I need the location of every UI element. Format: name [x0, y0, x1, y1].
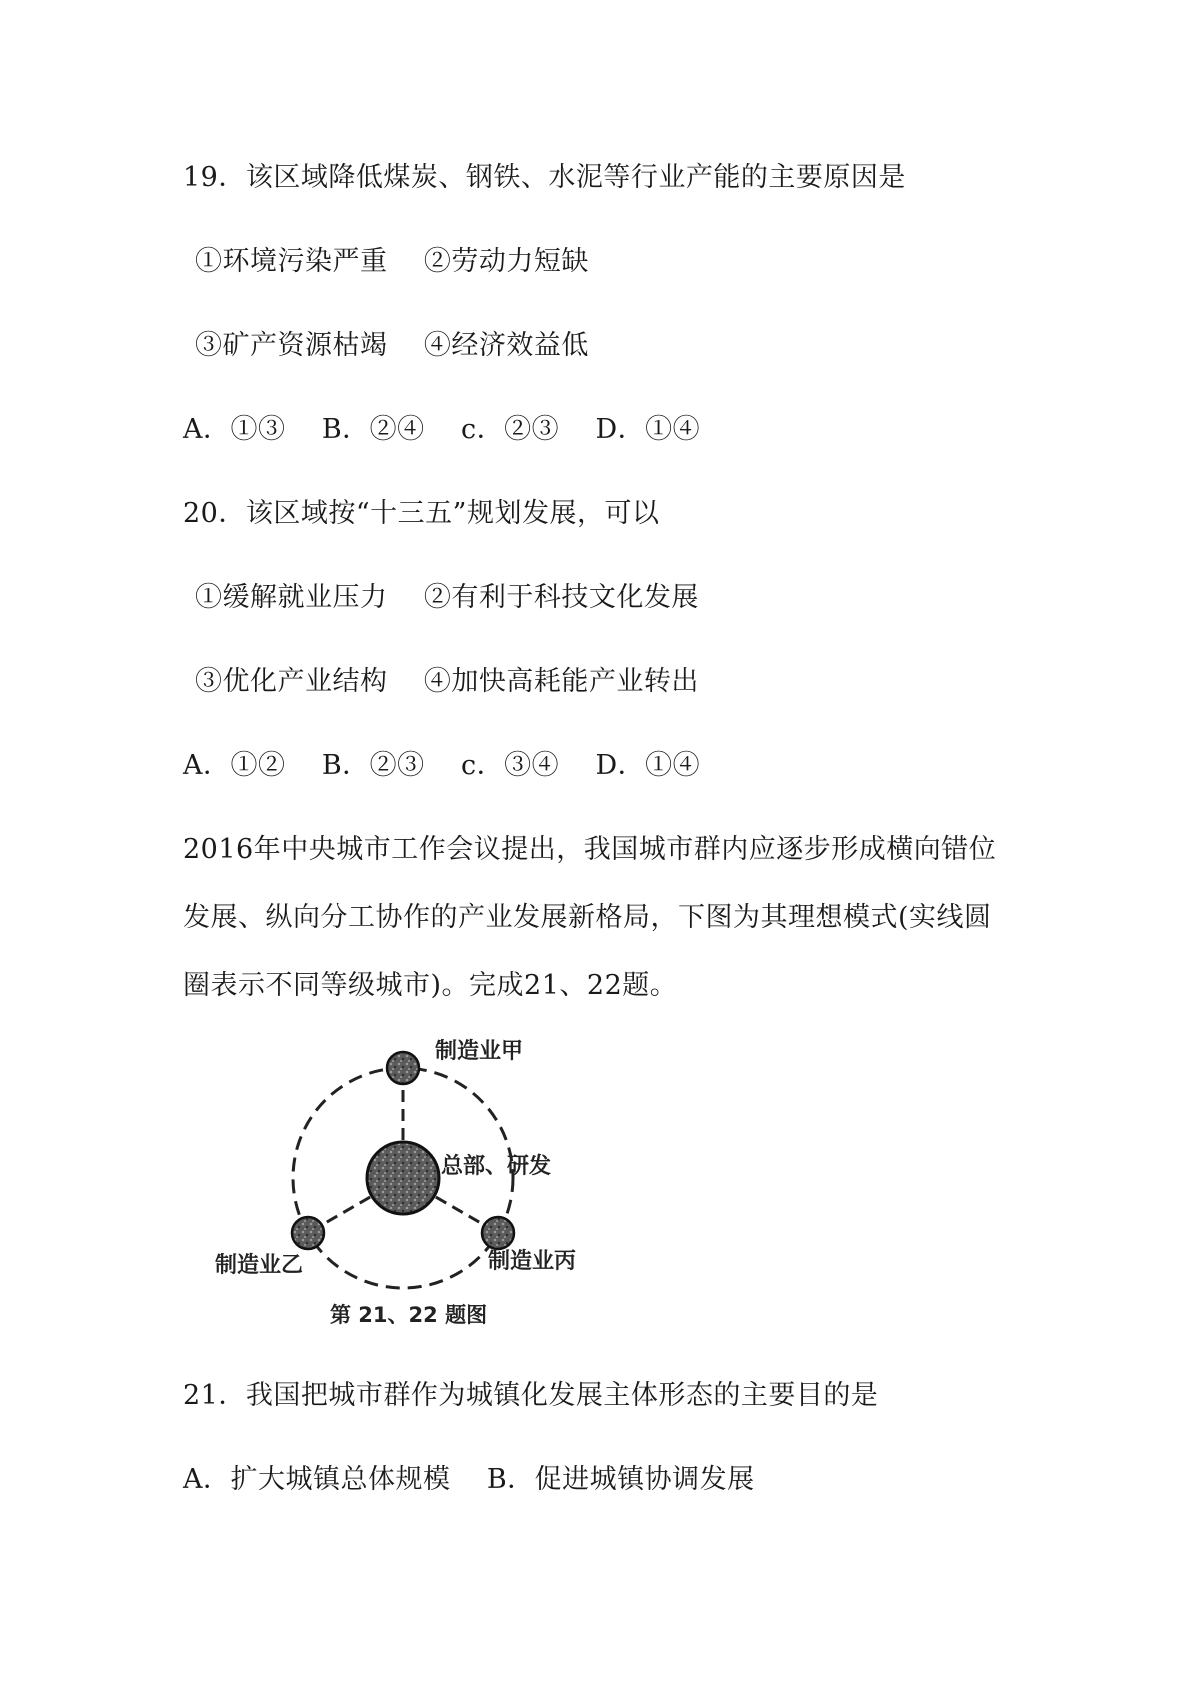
passage-line-1: 2016年中央城市工作会议提出，我国城市群内应逐步形成横向错位 [183, 834, 997, 865]
figure-caption: 第 21、22 题图 [330, 1303, 488, 1327]
passage-line-3: 圈表示不同等级城市)。完成21、22题。 [183, 970, 678, 1001]
city-cluster-diagram [205, 1030, 625, 1340]
label-manufacturing-c: 制造业丙 [488, 1249, 577, 1274]
passage-line-2: 发展、纵向分工协作的产业发展新格局，下图为其理想模式(实线圆 [183, 902, 992, 933]
q20-items-row1: ①缓解就业压力 ②有利于科技文化发展 [195, 582, 699, 613]
q20-items-row2: ③优化产业结构 ④加快高耗能产业转出 [195, 666, 699, 697]
q19-items-row1: ①环境污染严重 ②劳动力短缺 [195, 246, 589, 277]
q20-choices: A．①② B．②③ c．③④ D．①④ [183, 750, 701, 781]
hq-city-node [367, 1142, 439, 1214]
q19-choices: A．①③ B．②④ c．②③ D．①④ [183, 414, 701, 445]
q20-stem: 20．该区域按“十三五”规划发展，可以 [183, 498, 660, 529]
q19-stem: 19．该区域降低煤炭、钢铁、水泥等行业产能的主要原因是 [183, 162, 906, 193]
q21-stem: 21．我国把城市群作为城镇化发展主体形态的主要目的是 [183, 1380, 879, 1411]
label-manufacturing-a: 制造业甲 [435, 1039, 524, 1064]
label-manufacturing-b: 制造业乙 [215, 1253, 304, 1278]
city-node-right [482, 1217, 514, 1249]
city-node-top [387, 1052, 419, 1084]
label-hq-rd: 总部、研发 [441, 1154, 552, 1179]
city-node-left [292, 1217, 324, 1249]
q21-choices: A．扩大城镇总体规模 B．促进城镇协调发展 [183, 1464, 755, 1495]
q19-items-row2: ③矿产资源枯竭 ④经济效益低 [195, 330, 589, 361]
